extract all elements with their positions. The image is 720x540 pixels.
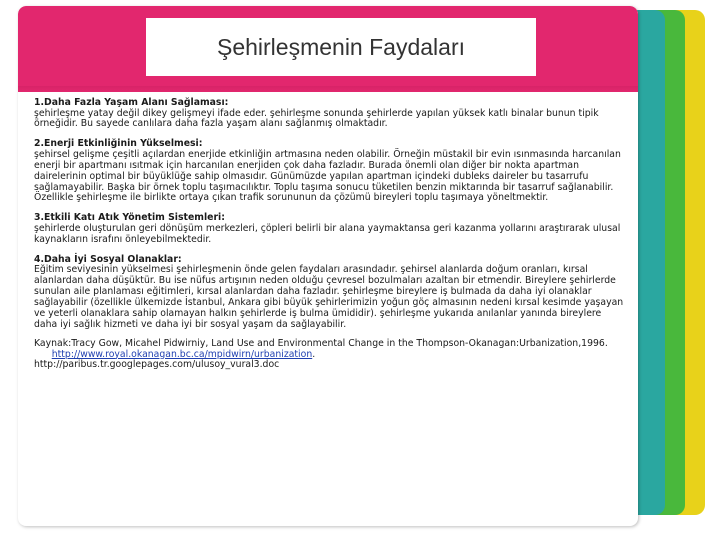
source-link[interactable]: http://www.royal.okanagan.bc.ca/mpidwirn/urbanization xyxy=(51,348,313,360)
source-link-suffix: . xyxy=(312,348,316,360)
section-heading: 2.Enerji Etkinliğinin Yükselmesi: xyxy=(34,138,203,150)
benefit-section-2 xyxy=(34,138,624,204)
title-plate xyxy=(146,18,536,76)
benefit-section-3 xyxy=(34,212,624,245)
source-url-2: http://paribus.tr.googlepages.com/ulusoy_vural3.doc xyxy=(34,359,280,371)
section-heading: 3.Etkili Katı Atık Yönetim Sistemleri: xyxy=(34,212,225,224)
section-text: Eğitim seviyesinin yükselmesi şehirleşmenin önde gelen faydaları arasındadır. şehirsel alanlarda doğum oranları, kırsal alanlardan daha düşüktür. Bu ise nüfus artışının neden olduğu çevresel bozulmaları azaltan bir etmendir. Bireylere şehirlerde sunulan aile planlaması eğitimleri, kırsal alanlardan daha fazladır. şehirleşme bireylere iş bulmada da daha iyi olanaklar sağlayabilir (özellikle ülkemizde İstanbul, Ankara gibi büyük şehirlerimizin yoğun göç almasının nedeni kırsal kesimde yaşayan ve yeterli olanaklara sahip olamayan halkın şehirlerde iş bulma ümididir). şehirleşme yukarıda anılanlar yanında bireylere daha iyi sağlık hizmeti ve daha iyi bir sosyal yaşam da sağlayabilir. xyxy=(34,264,624,330)
section-text: şehirleşme yatay değil dikey gelişmeyi ifade eder. şehirleşme sonunda şehirlerde yapılan yüksek katlı binalar bunun tipik örneğidir. Bu sayede canlılara daha fazla yaşam alanı sağlanmış olmaktadır. xyxy=(34,107,599,130)
section-text: şehirsel gelişme çeşitli açılardan enerjide etkinliğin artmasına neden olabilir. Örneğin müstakil bir evin ısınmasında harcanılan enerji bir apartmanı ısıtmak için harcanılan enerjiden çok daha fazladır. Burada önemli olan diğer bir nokta apartman dairelerinin optimal bir büyüklüğe sahip olmasıdır. Günümüzde yapılan apartman içindeki dubleks daireler bu tasarrufu sağlamayabilir. Başka bir örnek toplu taşımacılıktır. Toplu taşıma sonucu tüketilen benzin miktarında bir tasarruf sağlanabilir. Özellikle şehirleşme ile birlikte ortaya çıkan trafik sorununun da çözümü bireyleri toplu taşımaya yöneltmektir. xyxy=(34,148,621,204)
section-heading: 4.Daha İyi Sosyal Olanaklar: xyxy=(34,253,182,265)
slide-content xyxy=(34,97,624,371)
benefit-section-4 xyxy=(34,254,624,331)
section-text: şehirlerde oluşturulan geri dönüşüm merkezleri, çöpleri belirli bir alana yaymaktansa geri kazanma yollarını araştırarak ulusal kaynakların israfını önleyebilmektedir. xyxy=(34,222,621,245)
slide-title: Şehirleşmenin Faydaları xyxy=(216,34,465,60)
benefit-section-1 xyxy=(34,97,624,130)
source-citation: Kaynak:Tracy Gow, Micahel Pidwirniy, Land Use and Environmental Change in the Thompson-Okanagan:Urbanization,1996. xyxy=(34,337,608,349)
source-block xyxy=(34,339,624,372)
section-heading: 1.Daha Fazla Yaşam Alanı Sağlaması: xyxy=(34,97,229,108)
